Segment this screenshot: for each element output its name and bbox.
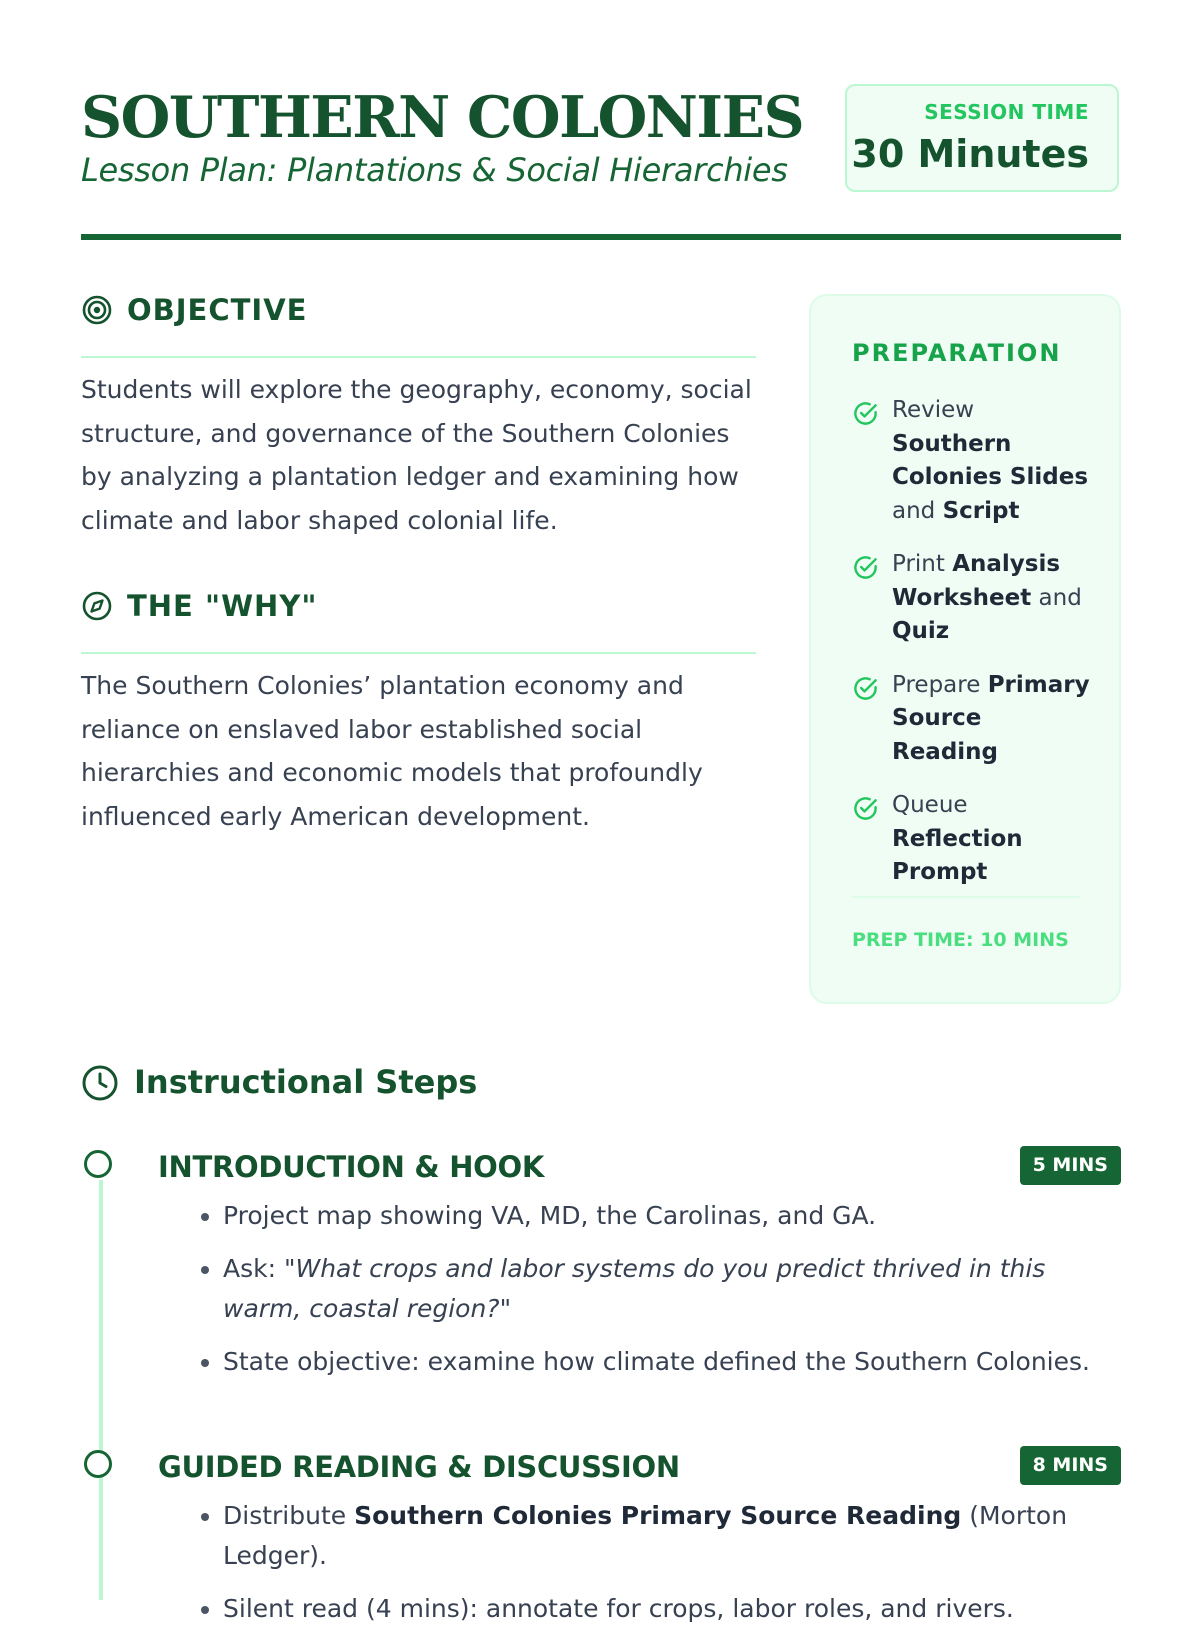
preparation-item: Queue Reflection Prompt — [852, 789, 1092, 890]
list-item: • Ask: "What crops and labor systems do you predict thrived in this warm, coastal region?" — [223, 1249, 1093, 1329]
check-circle-icon — [852, 400, 879, 427]
step-title: GUIDED READING & DISCUSSION — [158, 1450, 680, 1484]
timeline-dot — [84, 1150, 112, 1178]
session-time-card — [845, 84, 1119, 192]
header-divider — [81, 234, 1121, 240]
preparation-divider — [852, 896, 1080, 898]
session-time-value: 30 Minutes — [851, 132, 1089, 176]
why-heading: THE "WHY" — [127, 589, 318, 623]
preparation-card — [809, 294, 1121, 1004]
check-circle-icon — [852, 795, 879, 822]
check-circle-icon — [852, 554, 879, 581]
prep-time: PREP TIME: 10 MINS — [852, 929, 1069, 951]
page-title: SOUTHERN COLONIES — [81, 84, 804, 151]
preparation-item: Prepare Primary Source Reading — [852, 669, 1092, 770]
step-title: INTRODUCTION & HOOK — [158, 1150, 545, 1184]
objective-text: Students will explore the geography, economy, social structure, and governance of the Southern Colonies by analyzing a plantation ledger and examining how climate and labor shaped colonial life. — [81, 375, 752, 535]
preparation-list — [852, 394, 1092, 910]
timeline-dot — [84, 1450, 112, 1478]
objective-header — [81, 294, 756, 358]
list-item: • Project map showing VA, MD, the Carolinas, and GA. — [223, 1196, 1093, 1236]
list-item: • State objective: examine how climate defined the Southern Colonies. — [223, 1342, 1093, 1382]
preparation-item: Print Analysis Worksheet and Quiz — [852, 548, 1092, 649]
list-item: • Silent read (4 mins): annotate for crops, labor roles, and rivers. — [223, 1589, 1093, 1629]
step-bullets — [191, 1496, 1093, 1642]
page-subtitle: Lesson Plan: Plantations & Social Hierarchies — [81, 151, 788, 189]
compass-icon — [81, 590, 113, 622]
preparation-item: Review Southern Colonies Slides and Script — [852, 394, 1092, 528]
session-time-label: SESSION TIME — [924, 100, 1089, 124]
clock-icon — [81, 1064, 119, 1102]
why-text: The Southern Colonies’ plantation economy and reliance on enslaved labor established social hierarchies and economic models that profoundly influenced early American development. — [81, 671, 703, 831]
why-header — [81, 590, 756, 654]
target-icon — [81, 294, 113, 326]
preparation-label: PREPARATION — [852, 339, 1062, 367]
check-circle-icon — [852, 675, 879, 702]
duration-badge: 8 MINS — [1020, 1446, 1121, 1485]
duration-badge: 5 MINS — [1020, 1146, 1121, 1185]
lesson-plan-page — [81, 0, 1121, 1623]
objective-heading: OBJECTIVE — [127, 293, 308, 327]
list-item: • Distribute Southern Colonies Primary Source Reading (Morton Ledger). — [223, 1496, 1093, 1576]
instructional-steps-heading: Instructional Steps — [134, 1063, 478, 1101]
step-bullets — [191, 1196, 1093, 1395]
timeline-line — [99, 1180, 103, 1600]
